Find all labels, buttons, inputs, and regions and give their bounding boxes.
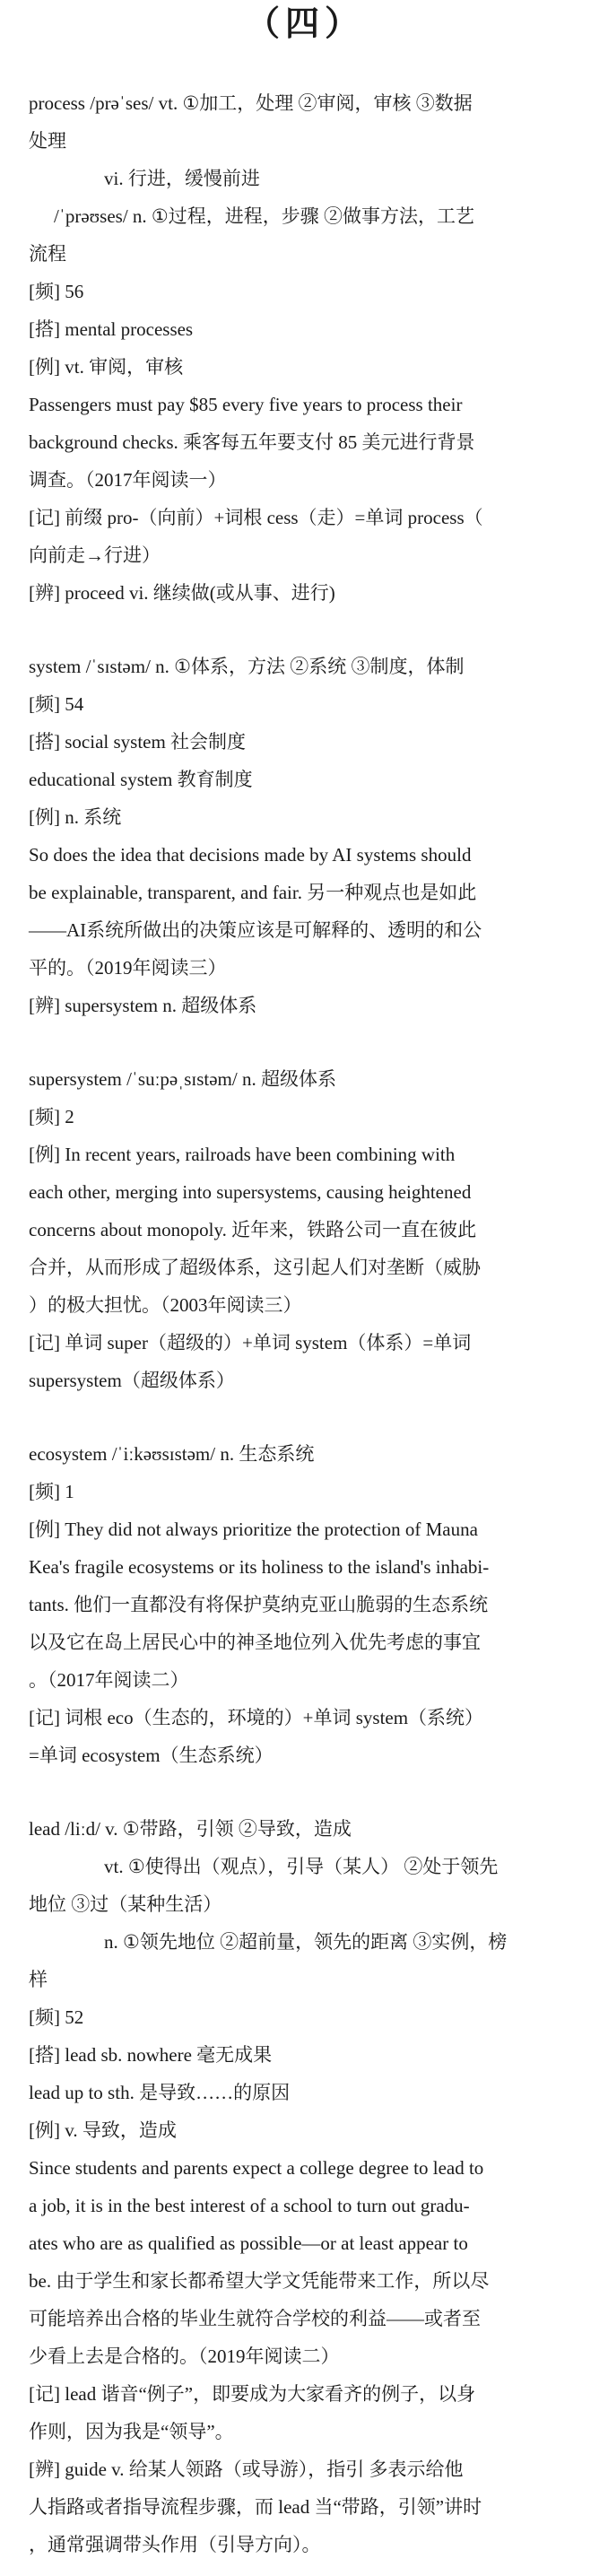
entry-text-line: 调查。（2017年阅读一） bbox=[29, 469, 227, 491]
entry-text-line: [频] 56 bbox=[29, 281, 84, 302]
entry-text-line: [记] 词根 eco（生态的，环境的）+单词 system（系统） bbox=[29, 1707, 484, 1728]
entry-text-line: 流程 bbox=[29, 243, 66, 265]
entry-text-line: Passengers must pay $85 every five years to process their bbox=[29, 394, 463, 415]
vocabulary-entry bbox=[29, 1810, 581, 2563]
entry-text-line: ates who are as qualified as possible—or at least appear to bbox=[29, 2232, 468, 2254]
entry-text-line: So does the idea that decisions made by AI systems should bbox=[29, 844, 472, 866]
entry-headword-line: supersystem /ˈsuːpəˌsɪstəm/ n. 超级体系 bbox=[29, 1068, 336, 1090]
entry-text-line: ——AI系统所做出的决策应该是可解释的、透明的和公 bbox=[29, 919, 482, 941]
entry-text-line: supersystem（超级体系） bbox=[29, 1370, 235, 1391]
entry-text-line: [例] They did not always prioritize the protection of Mauna bbox=[29, 1519, 478, 1540]
entry-text-line: vt. ①使得出（观点），引导（某人） ②处于领先 bbox=[104, 1856, 499, 1877]
entry-text-line: 地位 ③过（某种生活） bbox=[29, 1893, 222, 1915]
entry-text-line: [辨] guide v. 给某人领路（或导游），指引 多表示给他 bbox=[29, 2459, 464, 2480]
entry-text-line: tants. 他们一直都没有将保护莫纳克亚山脆弱的生态系统 bbox=[29, 1594, 489, 1615]
entry-list bbox=[29, 84, 581, 2563]
entry-text-line: [例] n. 系统 bbox=[29, 806, 122, 828]
entry-text-line: [辨] proceed vi. 继续做(或从事、进行) bbox=[29, 582, 335, 604]
section-title: （四） bbox=[245, 4, 364, 43]
entry-text-line: [例] vt. 审阅，审核 bbox=[29, 356, 184, 378]
entry-text-line: a job, it is in the best interest of a school to turn out gradu- bbox=[29, 2195, 470, 2216]
entry-separator bbox=[29, 1024, 581, 1060]
entry-text-line: [记] 前缀 pro-（向前）+词根 cess（走）=单词 process（ bbox=[29, 507, 483, 528]
entry-text-line: 以及它在岛上居民心中的神圣地位列入优先考虑的事宜 bbox=[29, 1632, 481, 1653]
entry-text-line: background checks. 乘客每五年要支付 85 美元进行背景 bbox=[29, 431, 475, 453]
entry-text-line: ，通常强调带头作用（引导方向）。 bbox=[29, 2534, 321, 2555]
entry-text-line: be. 由于学生和家长都希望大学文凭能带来工作，所以尽 bbox=[29, 2270, 490, 2292]
entry-text-line: 平的。（2019年阅读三） bbox=[29, 957, 227, 979]
vocabulary-entry bbox=[29, 1435, 581, 1774]
entry-text-line: 少看上去是合格的。（2019年阅读二） bbox=[29, 2345, 340, 2367]
entry-text-line: 合并，从而形成了超级体系，这引起人们对垄断（威胁 bbox=[29, 1257, 481, 1278]
entry-text-line: =单词 ecosystem（生态系统） bbox=[29, 1745, 274, 1766]
entry-separator bbox=[29, 1399, 581, 1435]
vocabulary-entry bbox=[29, 84, 581, 612]
entry-text-line: 向前走→行进） bbox=[29, 544, 161, 566]
entry-text-line: 。（2017年阅读二） bbox=[29, 1669, 189, 1691]
entry-text-line: [记] 单词 super（超级的）+单词 system（体系）=单词 bbox=[29, 1332, 472, 1353]
entry-text-line: [搭] mental processes bbox=[29, 318, 194, 340]
entry-text-line: [频] 54 bbox=[29, 693, 84, 715]
entry-text-line: /ˈprəʊses/ n. ①过程，进程，步骤 ②做事方法，工艺 bbox=[54, 205, 474, 227]
entry-separator bbox=[29, 1774, 581, 1810]
entry-text-line: 样 bbox=[29, 1969, 48, 1990]
entry-text-line: 处理 bbox=[29, 130, 66, 152]
entry-text-line: [例] In recent years, railroads have been combining with bbox=[29, 1144, 456, 1165]
entry-text-line: Kea's fragile ecosystems or its holiness to the island's inhabi- bbox=[29, 1556, 490, 1578]
entry-text-line: 可能培养出合格的毕业生就符合学校的利益——或者至 bbox=[29, 2308, 481, 2329]
entry-text-line: [辨] supersystem n. 超级体系 bbox=[29, 995, 257, 1016]
entry-headword-line: lead /liːd/ v. ①带路，引领 ②导致，造成 bbox=[29, 1818, 352, 1840]
entry-text-line: [搭] lead sb. nowhere 毫无成果 bbox=[29, 2044, 273, 2066]
entry-text-line: 人指路或者指导流程步骤，而 lead 当“带路，引领”讲时 bbox=[29, 2496, 482, 2518]
entry-text-line: concerns about monopoly. 近年来，铁路公司一直在彼此 bbox=[29, 1219, 477, 1240]
vocabulary-entry bbox=[29, 648, 581, 1024]
entry-text-line: Since students and parents expect a college degree to lead to bbox=[29, 2157, 484, 2179]
entry-text-line: [频] 1 bbox=[29, 1481, 74, 1502]
entry-text-line: vi. 行进，缓慢前进 bbox=[104, 168, 260, 189]
entry-headword-line: process /prəˈses/ vt. ①加工，处理 ②审阅，审核 ③数据 bbox=[29, 92, 473, 114]
entry-text-line: ）的极大担忧。（2003年阅读三） bbox=[29, 1294, 302, 1316]
entry-text-line: [搭] social system 社会制度 bbox=[29, 731, 247, 753]
entry-text-line: 作则，因为我是“领导”。 bbox=[29, 2421, 234, 2442]
entry-text-line: be explainable, transparent, and fair. 另一种观点也是如此 bbox=[29, 882, 477, 903]
entry-text-line: [频] 2 bbox=[29, 1106, 74, 1127]
entry-text-line: lead up to sth. 是导致……的原因 bbox=[29, 2082, 291, 2103]
entry-text-line: each other, merging into supersystems, causing heightened bbox=[29, 1181, 472, 1203]
entry-text-line: educational system 教育制度 bbox=[29, 769, 253, 790]
entry-text-line: [例] v. 导致，造成 bbox=[29, 2119, 177, 2141]
entry-headword-line: system /ˈsɪstəm/ n. ①体系，方法 ②系统 ③制度，体制 bbox=[29, 656, 465, 677]
entry-text-line: [频] 52 bbox=[29, 2006, 84, 2028]
entry-text-line: [记] lead 谐音“例子”，即要成为大家看齐的例子，以身 bbox=[29, 2383, 476, 2405]
entry-headword-line: ecosystem /ˈiːkəʊsɪstəm/ n. 生态系统 bbox=[29, 1443, 315, 1465]
entry-separator bbox=[29, 612, 581, 648]
vocabulary-entry bbox=[29, 1060, 581, 1399]
entry-text-line: n. ①领先地位 ②超前量，领先的距离 ③实例，榜 bbox=[104, 1931, 508, 1953]
